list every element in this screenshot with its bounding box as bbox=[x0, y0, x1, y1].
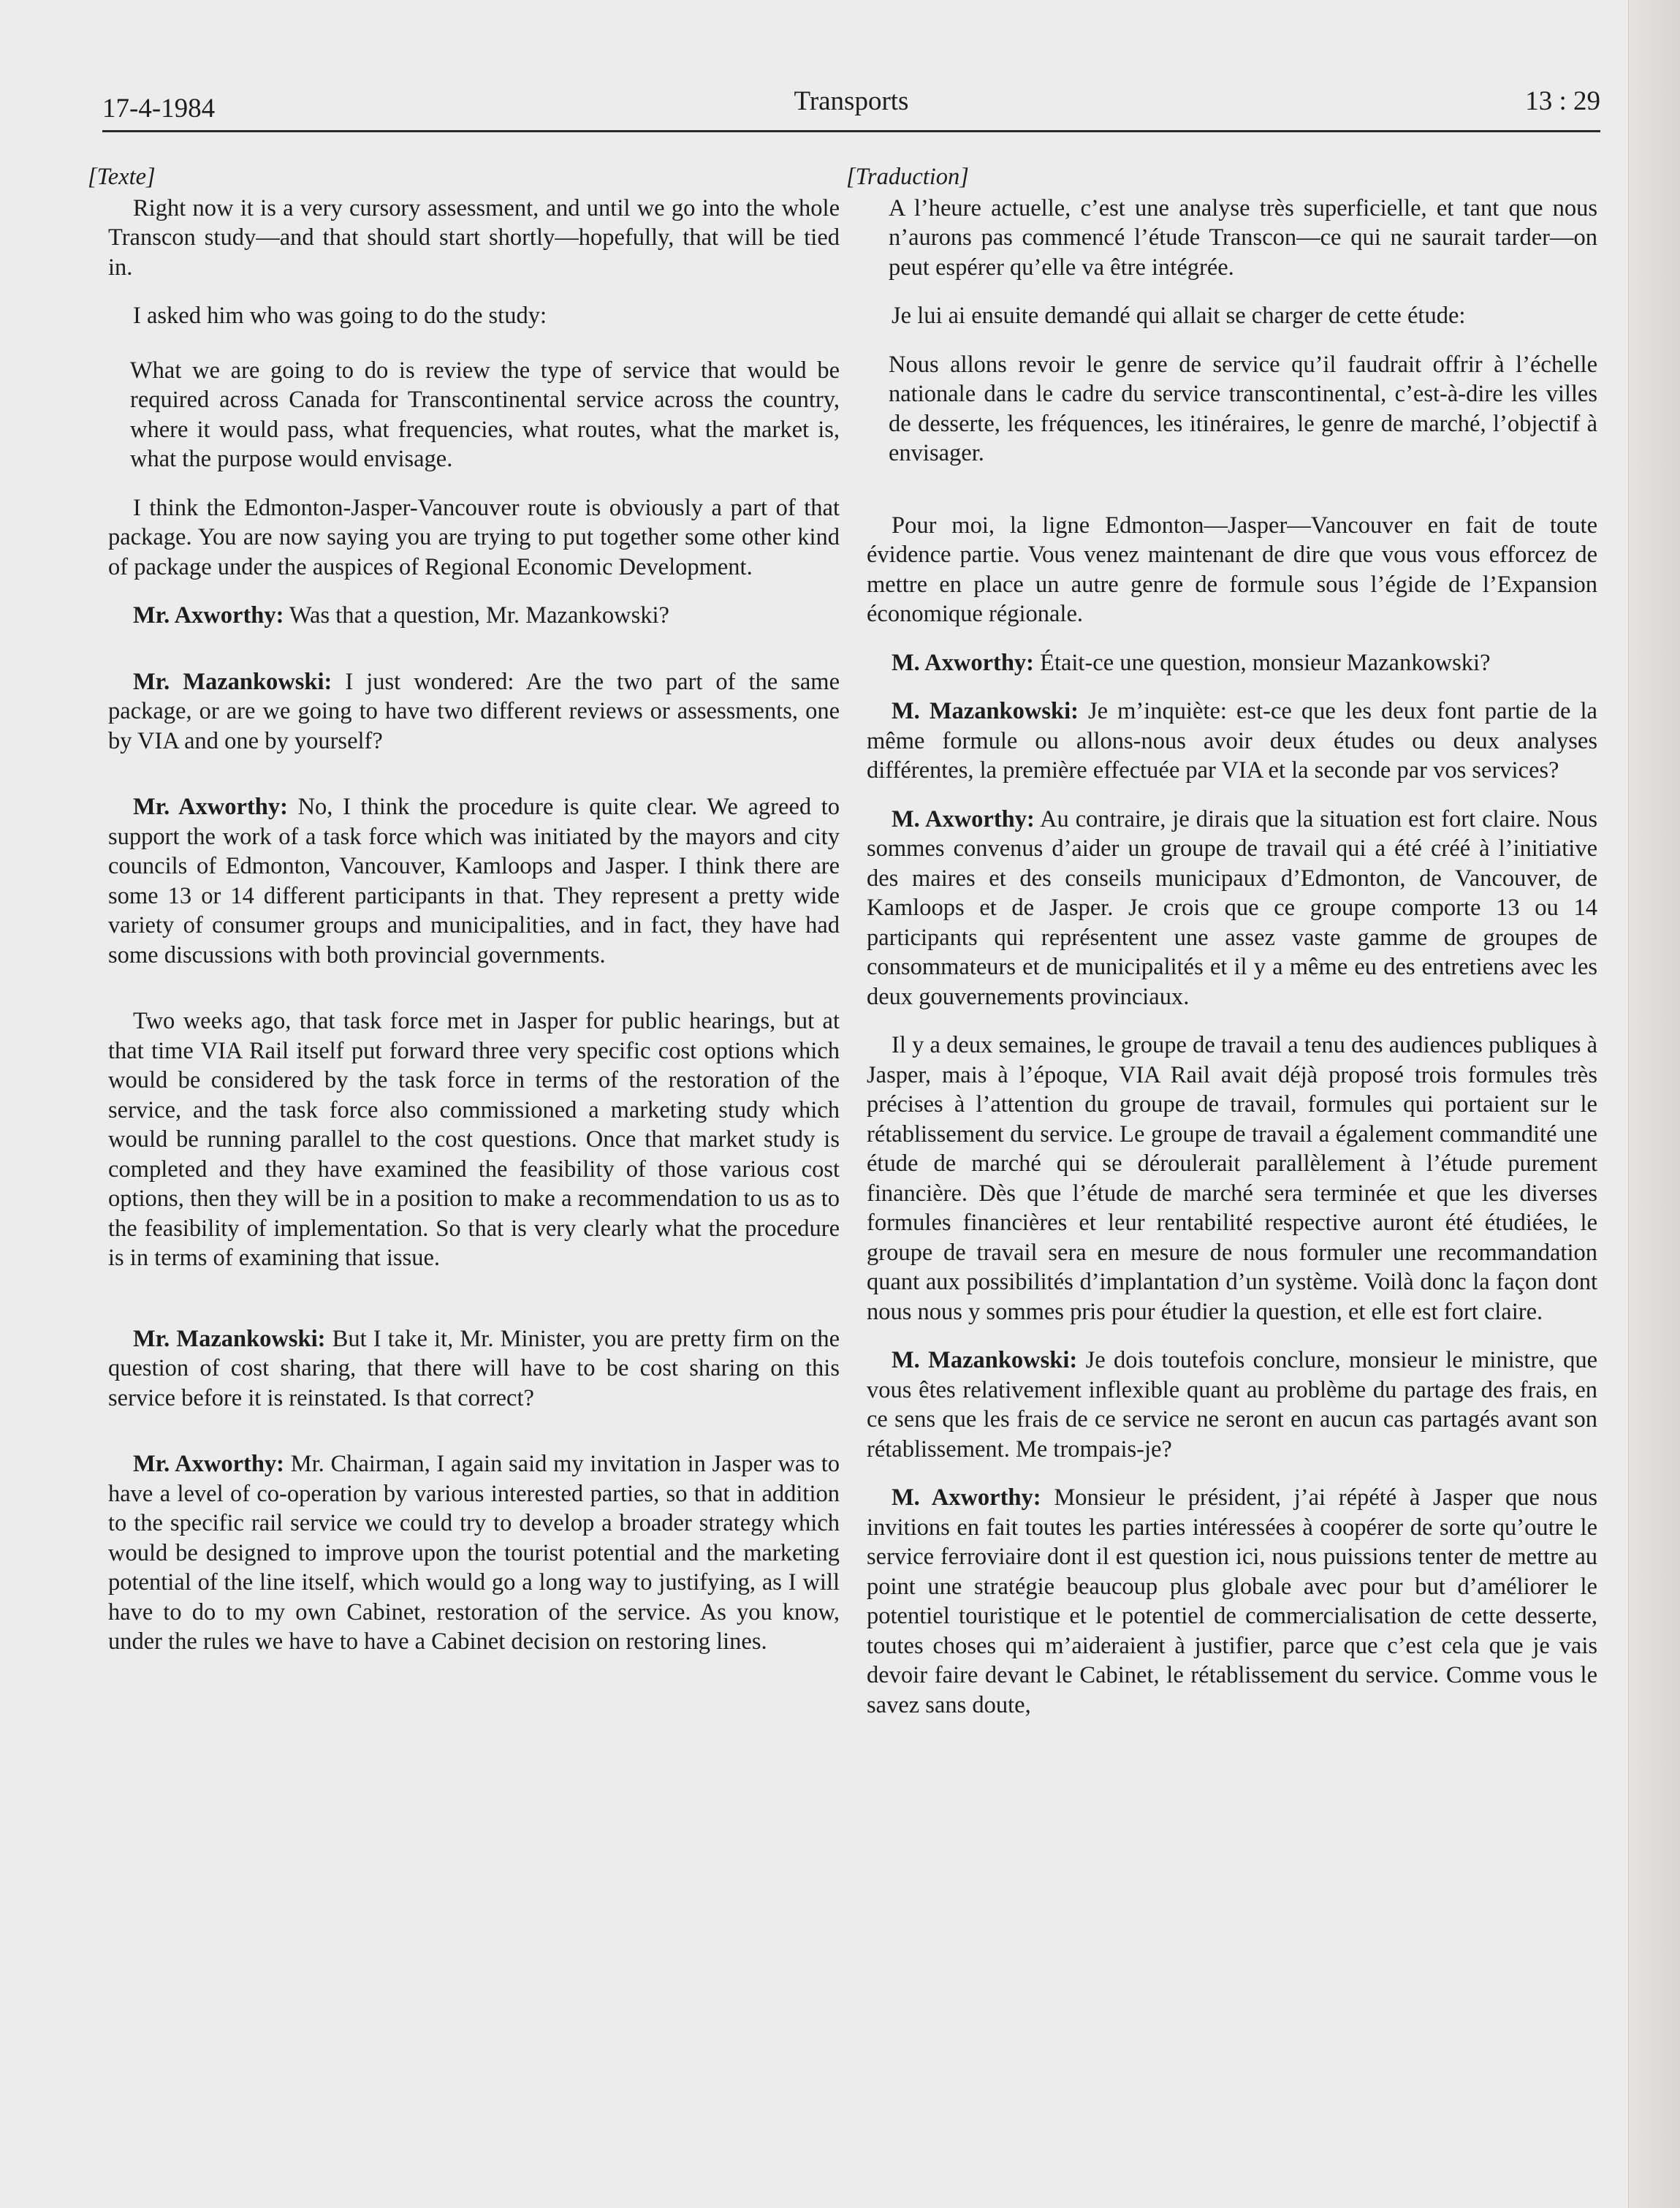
paragraph-text: Two weeks ago, that task force met in Jasper for public hearings, but at that time VIA Rail itself put forward three very specific cost options which would be considered by the task force in terms of the restoration of the service, and the task force also commissioned a marketing study which would be running parallel to the cost questions. Once that market study is completed and they have examined the feasibility of those various cost options, then they will be in a position to make a recommendation to us as to the feasibility of implementation. So that is very clearly what the procedure is in terms of examining that issue. bbox=[108, 1008, 840, 1271]
english-paragraph bbox=[108, 792, 840, 970]
speaker-name: Mr. Axworthy: bbox=[133, 1451, 284, 1477]
header-date: 17-4-1984 bbox=[102, 94, 216, 124]
paragraph-text: A l’heure actuelle, c’est une analyse très superficielle, et tant que nous n’aurons pas commencé l’étude Transcon—ce qui ne saurait tarder—on peut espérer qu’elle va être intégrée. bbox=[889, 194, 1597, 281]
paragraph-text: Je dois toutefois conclure, monsieur le ministre, que vous êtes relativement inflexible quant au problème du partage des frais, en ce sens que les frais de ce service ne seront en aucun cas partagés avant son rétablissement. Me trompais-je? bbox=[867, 1347, 1597, 1462]
paragraph-text: Nous allons revoir le genre de service qu’il faudrait offrir à l’échelle nationale dans le cadre du service transcontinental, c’est-à-dire les villes de desserte, les fréquences, les itinéraires, le genre de marché, l’objectif à envisager. bbox=[889, 351, 1597, 466]
paragraph-text: Pour moi, la ligne Edmonton—Jasper—Vancouver en fait de toute évidence partie. Vous venez maintenant de dire que vous vous efforcez de mettre en place un autre genre de formule sous l’égide de l’Expansion économique régionale. bbox=[867, 512, 1597, 627]
speaker-name: M. Axworthy: bbox=[892, 805, 1035, 832]
french-paragraph bbox=[867, 648, 1597, 678]
page-edge bbox=[1628, 0, 1680, 2208]
french-paragraph bbox=[867, 697, 1597, 786]
english-column bbox=[88, 162, 840, 1676]
paragraph-text: Il y a deux semaines, le groupe de travail a tenu des audiences publiques à Jasper, mais à l’époque, VIA Rail avait déjà proposé trois formules très précises à l’attention du groupe de travail, formules qui portaient sur le rétablissement du service. Le groupe de travail a également commandité une étude de marché qui se déroulerait parallèlement à l’étude purement financière. Dès que l’étude de marché sera terminée et que les diverses formules financières et leur rentabilité respective auront été étudiées, le groupe de travail sera en mesure de nous formuler une recommandation quant aux possibilités d’implantation d’un système. Voilà donc la façon dont nous nous y sommes pris pour étudier la question, et elle est fort claire. bbox=[867, 1032, 1597, 1325]
french-paragraph bbox=[867, 301, 1597, 331]
english-paragraph bbox=[108, 1324, 840, 1414]
paragraph-text: Je m’inquiète: est-ce que les deux font partie de la même formule ou allons-nous avoir deux études ou deux analyses différentes, la première effectuée par VIA et la seconde par vos services? bbox=[867, 698, 1597, 784]
english-paragraph bbox=[108, 667, 840, 756]
english-quote bbox=[130, 356, 840, 474]
speaker-name: Mr. Mazankowski: bbox=[133, 1325, 326, 1352]
paragraph-text: I just wondered: Are the two part of the same package, or are we going to have two different reviews or assessments, one by VIA and one by yourself? bbox=[108, 668, 840, 754]
paragraph-text: Je lui ai ensuite demandé qui allait se charger de cette étude: bbox=[892, 303, 1466, 329]
english-paragraph bbox=[108, 601, 840, 631]
speaker-name: M. Axworthy: bbox=[892, 649, 1034, 676]
french-paragraph bbox=[867, 1483, 1597, 1720]
page-header bbox=[102, 86, 1600, 132]
english-paragraph bbox=[108, 1006, 840, 1273]
speaker-name: M. Axworthy: bbox=[892, 1484, 1041, 1511]
english-tag: [Texte] bbox=[88, 164, 156, 190]
paragraph-text: But I take it, Mr. Minister, you are pretty firm on the question of cost sharing, that there will have to be cost sharing on this service before it is reinstated. Is that correct? bbox=[108, 1325, 840, 1411]
speaker-name: Mr. Axworthy: bbox=[133, 602, 284, 629]
paragraph-text: I think the Edmonton-Jasper-Vancouver route is obviously a part of that package. You are now saying you are trying to put together some other kind of package under the auspices of Regional Economic Development. bbox=[108, 494, 840, 580]
paragraph-text: I asked him who was going to do the study: bbox=[133, 303, 547, 329]
french-column bbox=[846, 162, 1598, 1739]
french-paragraph bbox=[867, 805, 1597, 1012]
french-paragraph bbox=[867, 1031, 1597, 1327]
english-paragraph bbox=[108, 194, 840, 283]
speaker-name: Mr. Mazankowski: bbox=[133, 668, 332, 695]
english-paragraph bbox=[108, 301, 840, 331]
speaker-name: Mr. Axworthy: bbox=[133, 794, 288, 820]
header-title: Transports bbox=[794, 86, 909, 116]
paragraph-text: Monsieur le président, j’ai répété à Jasper que nous invitions en fait toutes les parties intéressées à coopérer de sorte qu’outre le service ferroviaire dont il est question ici, nous puissions tenter de mettre au point une stratégie beaucoup plus globale avec pour but d’améliorer le potentiel touristique et le potentiel de commercialisation de cette desserte, toutes choses qui m’aideraient à justifier, parce que c’est cela que je vais devoir faire devant le Cabinet, le rétablissement du service. Comme vous le savez sans doute, bbox=[867, 1484, 1598, 1718]
french-quote bbox=[889, 350, 1597, 468]
speaker-name: M. Mazankowski: bbox=[892, 698, 1079, 724]
english-paragraph bbox=[108, 493, 840, 583]
paragraph-text: What we are going to do is review the type of service that would be required across Canada for Transcontinental service across the country, where it would pass, what frequencies, what routes, what the market is, what the purpose would envisage. bbox=[130, 357, 840, 472]
paragraph-text: Était-ce une question, monsieur Mazankowski? bbox=[1040, 649, 1491, 676]
french-quote bbox=[889, 194, 1597, 283]
french-tag: [Traduction] bbox=[846, 164, 969, 190]
paragraph-text: No, I think the procedure is quite clear. We agreed to support the work of a task force which was initiated by the mayors and city councils of Edmonton, Vancouver, Kamloops and Jasper. I think there are some 13 or 14 different participants in that. They represent a pretty wide variety of consumer groups and municipalities, and in fact, they have had some discussions with both provincial governments. bbox=[108, 794, 840, 968]
paragraph-text: Au contraire, je dirais que la situation est fort claire. Nous sommes convenus d’aider un groupe de travail qui a été créé à l’initiative des maires et des conseils municipaux d’Edmonton, de Vancouver, de Kamloops et de Jasper. Je crois que ce groupe comporte 13 ou 14 participants qui représentent une assez vaste gamme de groupes de consommateurs et de municipalités et il y a même eu des entretiens avec les deux gouvernements provinciaux. bbox=[867, 805, 1598, 1010]
french-paragraph bbox=[867, 1346, 1597, 1464]
header-page-number: 13 : 29 bbox=[1525, 86, 1600, 116]
paragraph-text: Right now it is a very cursory assessment, and until we go into the whole Transcon study—and that should start shortly—hopefully, that will be tied in. bbox=[108, 194, 840, 281]
speaker-name: M. Mazankowski: bbox=[892, 1347, 1078, 1373]
french-paragraph bbox=[867, 511, 1597, 629]
paragraph-text: Was that a question, Mr. Mazankowski? bbox=[289, 602, 669, 629]
english-paragraph bbox=[108, 1449, 840, 1657]
paragraph-text: Mr. Chairman, I again said my invitation in Jasper was to have a level of co-operation by various interested parties, so that in addition to the specific rail service we could try to develop a broader strategy which would be designed to improve upon the tourist potential and the marketing potential of the line itself, which would go a long way to justifying, as I will have to do to my own Cabinet, restoration of the service. As you know, under the rules we have to have a Cabinet decision on restoring lines. bbox=[108, 1451, 840, 1655]
